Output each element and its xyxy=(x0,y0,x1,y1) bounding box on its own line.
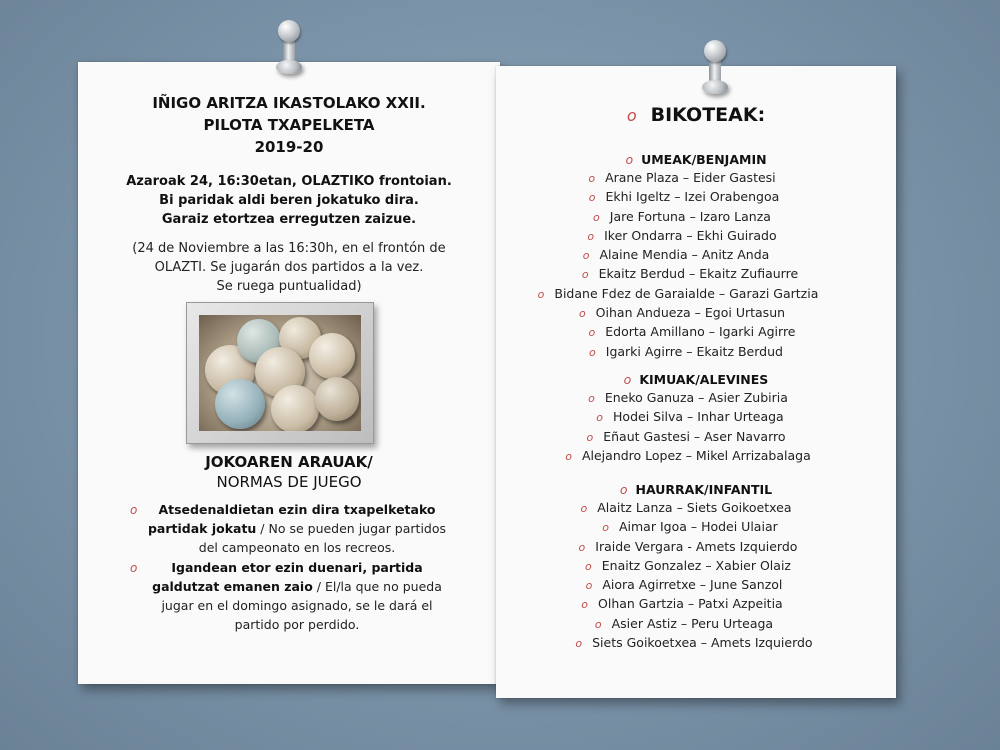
pair-names: Edorta Amillano – Igarki Agirre xyxy=(605,324,796,340)
pair-names: Olhan Gartzia – Patxi Azpeitia xyxy=(598,596,783,612)
pair-item xyxy=(482,595,882,614)
pair-names: Aimar Igoa – Hodei Ulaiar xyxy=(618,519,778,535)
rules-subheading: NORMAS DE JUEGO xyxy=(216,473,362,491)
bullet-icon: o xyxy=(537,287,545,301)
pairs-title xyxy=(496,104,896,126)
bullet-icon: o xyxy=(619,482,628,497)
pelota-ball xyxy=(215,379,265,429)
title-line: IÑIGO ARITZA IKASTOLAKO XXII. xyxy=(152,94,426,112)
rule-text-spanish: / El/la que no pueda jugar en el domingo asignado, se le dará el partido por perdido. xyxy=(161,579,442,632)
pair-names: Eñaut Gastesi – Aser Navarro xyxy=(603,428,786,444)
section-heading-haurrak xyxy=(496,482,896,497)
rules-heading: JOKOAREN ARAUAK/ xyxy=(205,453,373,471)
bullet-icon: o xyxy=(623,372,632,387)
pelota-balls-photo-frame xyxy=(186,302,374,444)
bullet-icon: o xyxy=(625,152,634,167)
pelota-balls-photo xyxy=(199,315,361,431)
bullet-icon: o xyxy=(581,598,589,612)
pair-names: Iker Ondarra – Ekhi Guirado xyxy=(604,227,777,243)
pair-names: Igarki Agirre – Ekaitz Berdud xyxy=(605,343,783,359)
pair-names: Alejandro Lopez – Mikel Arrizabalaga xyxy=(581,447,811,463)
spanish-line: Se ruega puntualidad) xyxy=(216,279,362,294)
pair-item xyxy=(482,227,882,246)
pair-item xyxy=(494,634,894,653)
tournament-title xyxy=(78,92,500,158)
section-heading-kimuak xyxy=(496,372,896,387)
bullet-icon: o xyxy=(585,559,592,573)
bullet-icon: o xyxy=(575,637,583,651)
bullet-icon: o xyxy=(589,345,596,359)
spanish-line: OLAZTI. Se jugarán dos partidos a la vez. xyxy=(154,260,424,275)
pairs-list-haurrak xyxy=(496,499,896,653)
pair-names: Arane Plaza – Eider Gastesi xyxy=(605,170,776,185)
pair-item xyxy=(484,576,884,595)
date-info-spanish xyxy=(78,239,500,296)
pair-names: Ekhi Igeltz – Izei Orabengoa xyxy=(605,189,780,205)
pair-names: Oihan Andueza – Egoi Urtasun xyxy=(595,305,786,321)
bullet-icon: o xyxy=(130,561,138,575)
pair-item xyxy=(476,246,876,265)
pairs-title-text: BIKOTEAK: xyxy=(650,104,766,126)
pelota-ball xyxy=(271,385,319,431)
bullet-icon: o xyxy=(593,210,600,224)
bullet-icon: o xyxy=(588,191,596,205)
bullet-icon: o xyxy=(581,268,589,282)
pair-item xyxy=(486,343,886,362)
pair-item xyxy=(488,389,888,408)
pair-names: Jare Fortuna – Izaro Lanza xyxy=(609,208,771,224)
spanish-line: (24 de Noviembre a las 16:30h, en el frontón de xyxy=(132,241,446,256)
rule-item xyxy=(130,558,452,634)
pair-item xyxy=(486,428,886,447)
bullet-icon: o xyxy=(588,392,595,405)
bullet-icon: o xyxy=(586,430,594,444)
pair-item xyxy=(490,408,890,427)
pelota-ball xyxy=(315,377,359,421)
pelota-ball xyxy=(309,333,355,379)
left-flyer-page xyxy=(78,62,500,684)
pair-item xyxy=(490,265,890,284)
title-line: 2019-20 xyxy=(254,138,324,156)
date-line: Azaroak 24, 16:30etan, OLAZTIKO frontoian. xyxy=(126,174,452,189)
pair-item xyxy=(482,208,882,227)
bullet-icon: o xyxy=(588,172,596,185)
pair-names: Asier Astiz – Peru Urteaga xyxy=(611,615,774,631)
bullet-icon: o xyxy=(578,307,586,321)
pair-item xyxy=(492,323,892,342)
section-label: HAURRAK/INFANTIL xyxy=(635,482,773,497)
pairs-list-umeak xyxy=(496,169,896,362)
bullet-icon: o xyxy=(594,617,602,631)
pair-item xyxy=(486,499,886,518)
section-label: UMEAK/BENJAMIN xyxy=(641,152,767,167)
bullet-icon: o xyxy=(582,249,590,263)
bullet-icon: o xyxy=(130,503,138,517)
pair-item xyxy=(478,285,878,304)
pair-item xyxy=(490,518,890,537)
title-line: PILOTA TXAPELKETA xyxy=(203,116,375,134)
pair-names: Eneko Ganuza – Asier Zubiria xyxy=(604,390,788,405)
pair-names: Bidane Fdez de Garaialde – Garazi Gartzia xyxy=(554,285,819,301)
bullet-icon: o xyxy=(602,521,609,535)
right-pairs-page xyxy=(496,66,896,698)
pair-item xyxy=(482,304,882,323)
pairs-list-kimuak xyxy=(496,389,896,466)
bullet-icon: o xyxy=(596,411,604,425)
pair-names: Ekaitz Berdud – Ekaitz Zufiaurre xyxy=(598,266,799,282)
pair-names: Iraide Vergara - Amets Izquierdo xyxy=(595,538,798,554)
pair-names: Hodei Silva – Inhar Urteaga xyxy=(613,409,784,425)
date-info-basque xyxy=(78,172,500,229)
date-line: Garaiz etortzea erregutzen zaizue. xyxy=(161,212,417,227)
pair-item xyxy=(488,447,888,466)
rule-text-spanish: / No se pueden jugar partidos del campeonato en los recreos. xyxy=(198,521,447,555)
rule-item xyxy=(130,500,452,557)
bullet-icon: o xyxy=(626,106,637,125)
bullet-icon: o xyxy=(578,540,586,554)
rule-text-basque: Igandean etor ezin duenari, partida galdutzat emanen zaio xyxy=(152,560,423,594)
section-heading-umeak xyxy=(496,152,896,167)
bullet-icon: o xyxy=(585,579,593,593)
date-line: Bi paridak aldi beren jokatuko dira. xyxy=(159,193,419,208)
pair-item xyxy=(488,538,888,557)
bullet-icon: o xyxy=(588,326,596,340)
pair-item xyxy=(482,169,882,188)
pair-names: Aiora Agirretxe – June Sanzol xyxy=(602,577,783,593)
pair-names: Siets Goikoetxea – Amets Izquierdo xyxy=(592,635,813,651)
pair-names: Alaine Mendia – Anitz Anda xyxy=(599,247,770,263)
pushpin-icon xyxy=(696,40,732,100)
section-label: KIMUAK/ALEVINES xyxy=(639,372,769,387)
pushpin-icon xyxy=(270,20,306,80)
bullet-icon: o xyxy=(580,502,588,515)
pair-item xyxy=(484,188,884,207)
rule-text-basque: Atsedenaldietan ezin dira txapelketako partidak jokatu xyxy=(147,502,436,536)
pair-item xyxy=(484,615,884,634)
pair-item xyxy=(488,557,888,576)
bullet-icon: o xyxy=(565,449,572,463)
pair-names: Alaitz Lanza – Siets Goikoetxea xyxy=(597,500,792,515)
pair-names: Enaitz Gonzalez – Xabier Olaiz xyxy=(601,557,791,573)
bullet-icon: o xyxy=(587,229,595,243)
